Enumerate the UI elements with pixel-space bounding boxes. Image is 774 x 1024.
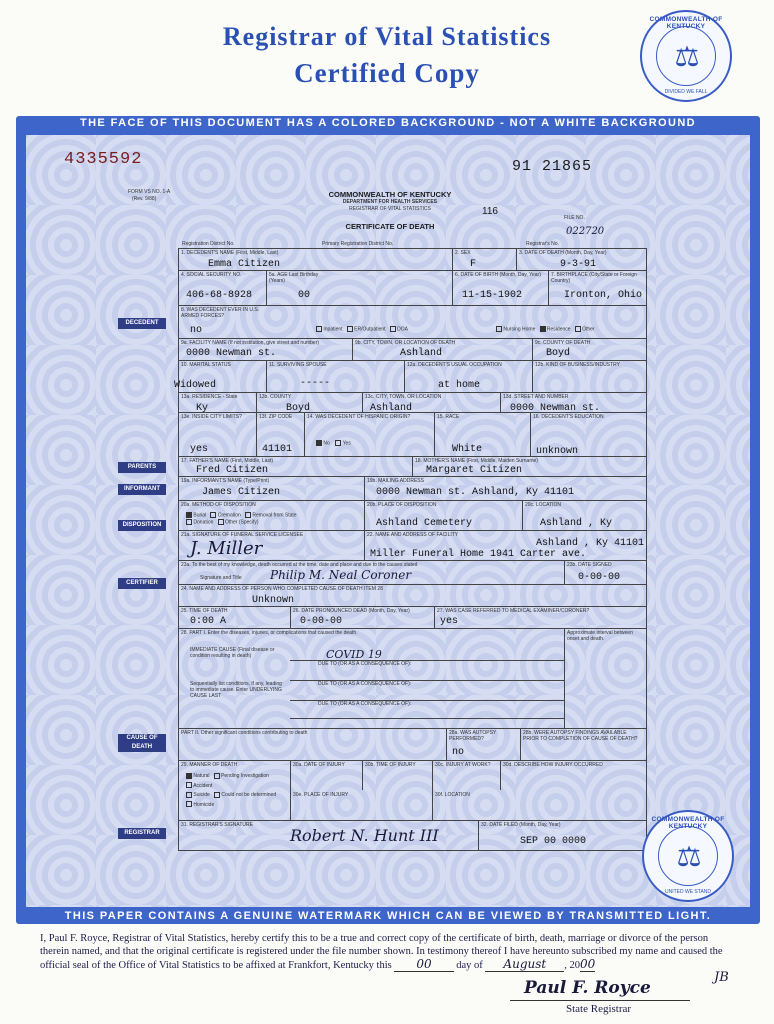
registrar-sig-label: 31. REGISTRAR'S SIGNATURE: [181, 822, 253, 828]
page-title: Registrar of Vital Statistics: [222, 22, 552, 51]
reg-district-label: Registration District No.: [182, 241, 235, 247]
spouse-label: 11. SURVIVING SPOUSE: [269, 362, 327, 368]
marital-status: Widowed: [174, 380, 217, 391]
time-label: 25. TIME OF DEATH: [181, 608, 228, 614]
due-to-3: DUE TO (OR AS A CONSEQUENCE OF):: [318, 701, 412, 707]
informant-label: 19a. INFORMANT'S NAME (Type/Print): [181, 478, 270, 484]
manner-options: Natural Pending Investigation Accident Suicide Could not be determined Homicide: [186, 772, 288, 810]
bottom-band-text: THIS PAPER CONTAINS A GENUINE WATERMARK WHICH CAN BE VIEWED BY TRANSMITTED LIGHT.: [64, 910, 712, 922]
kentucky-seal-stamp-icon: COMMONWEALTH OF KENTUCKY ⚖ UNITED WE STAND: [642, 810, 734, 902]
certification-text: I, Paul F. Royce, Registrar of Vital Statistics, hereby certify this to be a true and correct copy of the certificate of birth, death, marriage or divorce of the person therein named, and that the original certificate is registered under the file number shown. In testimony thereof I have hereunto subscribed my name and caused the official seal of the Office of Vital Statistics to be affixed at Frankfort, Kentucky this: [40, 933, 723, 971]
certifier-signature: Philip M. Neal Coroner: [270, 568, 412, 582]
mailing-address: 0000 Newman st. Ashland, Ky 41101: [376, 487, 575, 498]
mailing-label: 19b. MAILING ADDRESS: [367, 478, 424, 484]
sex-label: 2. SEX: [455, 250, 471, 256]
autopsy-findings-label: 28b. WERE AUTOPSY FINDINGS AVAILABLE PRIOR TO COMPLETION OF CAUSE OF DEATH?: [523, 730, 638, 742]
date-of-birth: 11-15-1902: [462, 290, 523, 301]
informant-name: James Citizen: [202, 487, 281, 498]
occupation: at home: [438, 380, 481, 391]
res-state-label: 13a. RESIDENCE - State: [181, 394, 238, 400]
education-label: 16. DECEDENT'S EDUCATION: [533, 414, 604, 420]
kentucky-seal-icon: COMMONWEALTH OF KENTUCKY ⚖ DIVIDED WE FALL: [640, 10, 732, 102]
res-street-label: 13d. STREET AND NUMBER: [503, 394, 569, 400]
code-116: 116: [482, 206, 498, 217]
facility: 0000 Newman st.: [186, 348, 277, 359]
method-options: Burial Cremation Removal from State Donation Other (Specify): [186, 512, 362, 526]
form-number: FORM VS NO. 1-A: [128, 189, 171, 195]
signer-title: State Registrar: [566, 1003, 632, 1015]
dob-label: 6. DATE OF BIRTH (Month, Day, Year): [455, 272, 541, 278]
res-county: Boyd: [286, 403, 311, 414]
autopsy-label: 28a. WAS AUTOPSY PERFORMED?: [449, 730, 497, 742]
section-certifier: CERTIFIER: [118, 578, 166, 589]
armed-forces: no: [190, 325, 203, 336]
injury-place-label: 30e. PLACE OF INJURY: [293, 792, 349, 798]
zip: 41101: [262, 444, 293, 455]
page-subtitle: Certified Copy: [294, 58, 480, 88]
date-signed: 0-00-00: [578, 572, 621, 583]
sequential-label: Sequentially list conditions, if any, leading to immediate cause. Enter UNDERLYING CAUSE LAST: [190, 681, 282, 699]
county-label: 9c. COUNTY OF DEATH: [535, 340, 591, 346]
initials: JB: [714, 970, 729, 985]
cert-day: 00: [394, 957, 453, 972]
inside-city-label: 13e. INSIDE CITY LIMITS?: [181, 414, 242, 420]
date-signed-label: 23b. DATE SIGNED: [567, 562, 612, 568]
date-of-death: 9-3-91: [560, 259, 597, 270]
form-revision: (Rev. 9/88): [132, 196, 157, 202]
hispanic-options: No Yes: [316, 440, 351, 447]
section-registrar: REGISTRAR: [118, 828, 166, 839]
certifier-name: Unknown: [252, 595, 295, 606]
section-disposition: DISPOSITION: [118, 520, 166, 531]
decedent-name: Emma Citizen: [208, 259, 281, 270]
referred: yes: [440, 616, 459, 627]
referred-label: 27. WAS CASE REFERRED TO MEDICAL EXAMINER/CORONER?: [437, 608, 590, 614]
section-informant: INFORMANT: [118, 484, 166, 495]
certification-statement: [0, 932, 774, 972]
funeral-sig-label: 21a. SIGNATURE OF FUNERAL SERVICE LICENSEE: [181, 532, 304, 538]
cert-name-label: 24. NAME AND ADDRESS OF PERSON WHO COMPLETED CAUSE OF DEATH ITEM 28: [181, 586, 383, 592]
form-registrar: REGISTRAR OF VITAL STATISTICS: [349, 206, 431, 212]
armed-forces-label: 8. WAS DECEDENT EVER IN U.S. ARMED FORCES?: [181, 307, 260, 319]
funeral-facility-city: Ashland , Ky 41101: [536, 538, 645, 549]
name-label: 1. DECEDENT'S NAME (First, Middle, Last): [181, 250, 279, 256]
dod-label: 3. DATE OF DEATH (Month, Day, Year): [519, 250, 607, 256]
signature-title-label: Signature and Title: [200, 575, 242, 581]
funeral-signature: J. Miller: [190, 538, 263, 559]
section-parents: PARENTS: [118, 462, 166, 473]
res-county-label: 13b. COUNTY: [259, 394, 292, 400]
form-certificate-title: CERTIFICATE OF DEATH: [345, 222, 435, 231]
injury-location-label: 30f. LOCATION: [435, 792, 470, 798]
primary-reg-district-label: Primary Registration District No.: [322, 241, 394, 247]
certifier-statement: 23a. To the best of my knowledge, death occurred at the time, date and place and due to the causes stated: [181, 562, 418, 568]
manner-label: 29. MANNER OF DEATH: [181, 762, 238, 768]
due-to-2: DUE TO (OR AS A CONSEQUENCE OF):: [318, 681, 412, 687]
city-of-death: Ashland: [400, 348, 443, 359]
race-label: 15. RACE: [437, 414, 460, 420]
cert-year: 00: [579, 957, 596, 971]
date-filed-label: 32. DATE FILED (Month, Day, Year): [481, 822, 561, 828]
form-state: COMMONWEALTH OF KENTUCKY: [328, 190, 452, 199]
place-of-disposition: Ashland Cemetery: [376, 518, 473, 529]
age: 00: [298, 290, 311, 301]
part1-label: 28. PART I. Enter the diseases, injuries, or complications that caused the death.: [181, 630, 358, 636]
file-no-label: FILE NO.: [564, 215, 585, 221]
date-pronounced-label: 26. DATE PRONOUNCED DEAD (Month, Day, Year): [293, 608, 410, 614]
facility-label: 9a. FACILITY NAME (If not institution, give street and number): [181, 340, 320, 346]
res-state: Ky: [196, 403, 209, 414]
race: White: [452, 444, 483, 455]
ssn-label: 4. SOCIAL SECURITY NO.: [181, 272, 242, 278]
city-label: 9b. CITY, TOWN, OR LOCATION OF DEATH: [355, 340, 456, 346]
method-label: 20a. METHOD OF DISPOSITION: [181, 502, 256, 508]
registrar-signature: Robert N. Hunt III: [290, 826, 439, 845]
ssn: 406-68-8928: [186, 290, 253, 301]
part2-label: PART II. Other significant conditions contributing to death: [181, 730, 308, 736]
file-no: 022720: [566, 226, 605, 237]
funeral-fac-label: 22. NAME AND ADDRESS OF FACILITY: [367, 532, 459, 538]
res-street: 0000 Newman st.: [510, 403, 601, 414]
occupation-label: 12a. DECEDENT'S USUAL OCCUPATION: [407, 362, 502, 368]
sex: F: [470, 259, 477, 270]
mother-label: 18. MOTHER'S NAME (First, Middle, Maiden Surname): [415, 458, 538, 464]
age-label: 5a. AGE Last Birthday (Years): [269, 272, 319, 284]
interval-label: Approximate interval between onset and death.: [567, 630, 633, 642]
top-right-number: 91 21865: [512, 158, 593, 175]
birthplace: Ironton, Ohio: [564, 290, 643, 301]
day-of-label: day of: [456, 960, 483, 971]
business-label: 12b. KIND OF BUSINESS/INDUSTRY: [535, 362, 620, 368]
disposition-location: Ashland , Ky: [540, 518, 613, 529]
funeral-facility: Miller Funeral Home 1941 Carter ave.: [370, 549, 587, 560]
marital-label: 10. MARITAL STATUS: [181, 362, 231, 368]
date-pronounced: 0-00-00: [300, 616, 343, 627]
section-decedent: DECEDENT: [118, 318, 166, 329]
spouse: -----: [300, 378, 331, 389]
father-label: 17. FATHER'S NAME (First, Middle, Last): [181, 458, 273, 464]
section-cause-of-death: CAUSE OF DEATH: [118, 734, 166, 752]
immediate-cause-label: IMMEDIATE CAUSE (Final disease or condition resulting in death): [190, 647, 275, 659]
hospital-checkboxes: Inpatient ER/Outpatient DOA: [316, 326, 408, 333]
time-of-death: 0:00 A: [190, 616, 227, 627]
father-name: Fred Citizen: [196, 465, 269, 476]
document-number: 4335592: [64, 150, 143, 169]
zip-label: 13f. ZIP CODE: [259, 414, 293, 420]
inside-city: yes: [190, 444, 209, 455]
date-filed: SEP 00 0000: [520, 836, 587, 847]
education: unknown: [536, 446, 579, 457]
county-of-death: Boyd: [546, 348, 571, 359]
place-disp-label: 20b. PLACE OF DISPOSITION: [367, 502, 437, 508]
mother-name: Margaret Citizen: [426, 465, 523, 476]
birthplace-label: 7. BIRTHPLACE (City/State or Foreign Country): [551, 272, 637, 284]
res-city: Ashland: [370, 403, 413, 414]
location-label: 20c. LOCATION: [525, 502, 562, 508]
injury-work-label: 30c. INJURY AT WORK?: [435, 762, 491, 768]
registrars-no-label: Registrar's No.: [526, 241, 559, 247]
injury-time-label: 30b. TIME OF INJURY: [365, 762, 416, 768]
other-checkboxes: Nursing Home Residence Other: [496, 326, 595, 333]
autopsy: no: [452, 747, 465, 758]
res-city-label: 13c. CITY, TOWN, OR LOCATION: [365, 394, 442, 400]
top-band-text: THE FACE OF THIS DOCUMENT HAS A COLORED BACKGROUND - NOT A WHITE BACKGROUND: [79, 117, 697, 129]
year-prefix: , 20: [564, 960, 580, 971]
form-dept: DEPARTMENT FOR HEALTH SERVICES: [342, 199, 438, 205]
cause-a: COVID 19: [326, 648, 382, 661]
due-to-1: DUE TO (OR AS A CONSEQUENCE OF):: [318, 661, 412, 667]
state-registrar-signature: Paul F. Royce: [524, 978, 651, 998]
injury-date-label: 30a. DATE OF INJURY: [293, 762, 345, 768]
injury-desc-label: 30d. DESCRIBE HOW INJURY OCCURRED: [503, 762, 603, 768]
cert-month: August: [485, 957, 564, 972]
hispanic-label: 14. WAS DECEDENT OF HISPANIC ORIGIN?: [307, 414, 411, 420]
